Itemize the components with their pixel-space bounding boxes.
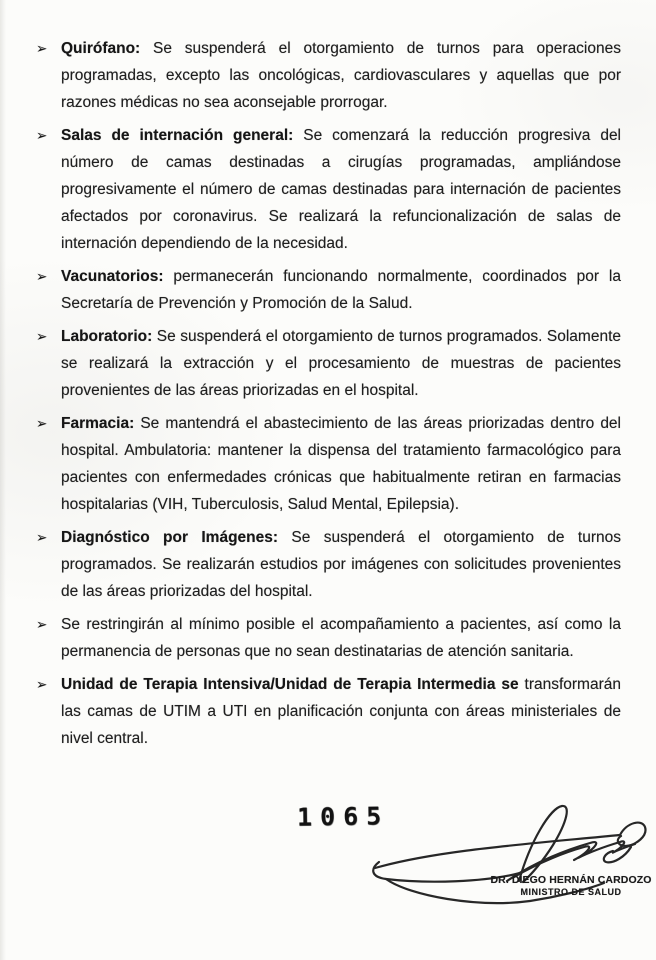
item-text: Se suspenderá el otorgamiento de turnos programados. Se realizarán estudios por imágenes con solicitudes provenientes de las áreas priorizadas del hospital. [61, 529, 621, 600]
list-item-uti-utim [35, 671, 621, 752]
stamp-number: 1065 [296, 801, 390, 832]
item-term: Diagnóstico por Imágenes: [61, 529, 279, 546]
signatory-block [488, 874, 654, 897]
list-item-restriccion-acompanamiento [35, 611, 621, 665]
bullet-list [35, 35, 621, 752]
item-text: Se restringirán al mínimo posible el acompañamiento a pacientes, así como la permanencia de personas que no sean destinatarias de atención sanitaria. [61, 616, 621, 660]
list-item-laboratorio [35, 323, 621, 404]
arrow-bullet-icon: ➢ [36, 617, 48, 632]
item-text: permanecerán funcionando normalmente, coordinados por la Secretaría de Prevención y Promoción de la Salud. [61, 268, 621, 312]
arrow-bullet-icon: ➢ [36, 269, 48, 284]
arrow-bullet-icon: ➢ [36, 329, 48, 344]
item-term: Quirófano: [61, 40, 141, 57]
list-item-salas-internacion [35, 122, 621, 257]
item-text: Se mantendrá el abastecimiento de las áreas priorizadas dentro del hospital. Ambulatoria: mantener la dispensa del tratamiento farmacológico para pacientes con enfermedades crónicas que habitualmente retiran en farmacias hospitalarias (VIH, Tuberculosis, Salud Mental, Epilepsia). [61, 415, 621, 513]
item-term: Vacunatorios: [61, 268, 164, 285]
arrow-bullet-icon: ➢ [36, 416, 48, 431]
list-item-farmacia [35, 410, 621, 518]
arrow-bullet-icon: ➢ [36, 677, 48, 692]
list-item-quirofano [35, 35, 621, 116]
list-item-diagnostico-imagenes [35, 524, 621, 605]
item-term: Salas de internación general: [61, 127, 294, 144]
signatory-title: MINISTRO DE SALUD [520, 887, 622, 897]
item-text: Se suspenderá el otorgamiento de turnos para operaciones programadas, excepto las oncológicas, cardiovasculares y aquellas que por razones médicas no sea aconsejable prorrogar. [61, 40, 621, 111]
arrow-bullet-icon: ➢ [36, 41, 48, 56]
item-text: Se comenzará la reducción progresiva del número de camas destinadas a cirugías programadas, ampliándose progresivamente el número de camas destinadas para internación de pacientes afectados por coronavirus. Se realizará la refuncionalización de salas de internación dependiendo de la necesidad. [61, 127, 622, 252]
item-text: Se suspenderá el otorgamiento de turnos programados. Solamente se realizará la extracción y el procesamiento de muestras de pacientes provenientes de las áreas priorizadas en el hospital. [61, 328, 621, 399]
arrow-bullet-icon: ➢ [36, 530, 48, 545]
arrow-bullet-icon: ➢ [36, 128, 48, 143]
list-item-vacunatorios [35, 263, 621, 317]
item-term: Farmacia: [61, 415, 135, 432]
item-text: transformarán las camas de UTIM a UTI en planificación conjunta con áreas ministeriales de nivel central. [61, 676, 621, 747]
item-term: Laboratorio: [61, 328, 153, 345]
item-term: Unidad de Terapia Intensiva/Unidad de Terapia Intermedia se [61, 676, 519, 693]
scan-edge-artifact [0, 0, 7, 960]
document-body [35, 35, 621, 758]
signatory-name: DR. DIEGO HERNÁN CARDOZO [490, 874, 652, 886]
